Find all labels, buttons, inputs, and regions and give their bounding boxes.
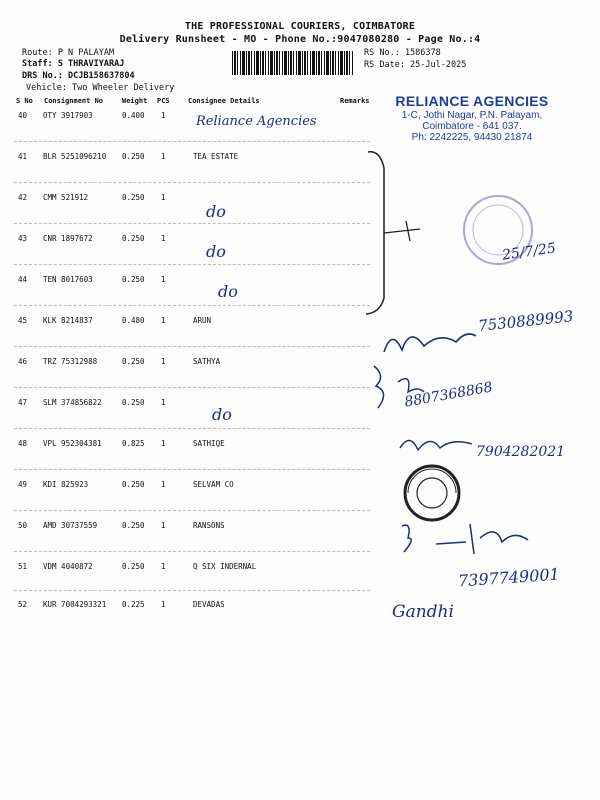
cell-consignment: BLR 5251096210 [43, 152, 107, 161]
row-divider [14, 346, 370, 347]
handwritten-consignee-40: Reliance Agencies [196, 114, 317, 129]
row-divider [14, 264, 370, 265]
cell-consignment: KLK 8214837 [43, 316, 93, 325]
cell-consignee: TEA ESTATE [193, 152, 239, 161]
table-row [0, 275, 600, 316]
cell-weight: 0.250 [122, 521, 145, 530]
cell-consignment: VDM 4040872 [43, 562, 93, 571]
selvam-seal-icon [402, 463, 462, 523]
cell-sno: 52 [18, 600, 28, 609]
table-row [0, 480, 600, 521]
cell-pcs: 1 [161, 521, 166, 530]
cell-sno: 42 [18, 193, 28, 202]
cell-pcs: 1 [161, 234, 166, 243]
runsheet-subtitle: Delivery Runsheet - MO - Phone No.:9047080280 - Page No.:4 [119, 34, 481, 45]
cell-pcs: 1 [161, 439, 166, 448]
cell-sno: 47 [18, 398, 28, 407]
row-divider [14, 590, 370, 591]
cell-sno: 46 [18, 357, 28, 366]
row-divider [14, 510, 370, 511]
signature-sathiqe [396, 428, 476, 458]
handwritten-ditto-44: do [218, 282, 238, 301]
cell-pcs: 1 [161, 111, 166, 120]
row-divider [14, 141, 370, 142]
stamp-name: RELIANCE AGENCIES [395, 93, 549, 109]
handwritten-ditto-43: do [206, 242, 226, 261]
cell-consignee: ARUN [193, 316, 212, 325]
cell-pcs: 1 [161, 357, 166, 366]
cell-weight: 0.250 [122, 480, 145, 489]
table-row [0, 398, 600, 439]
cell-weight: 0.225 [122, 600, 145, 609]
cell-pcs: 1 [161, 480, 166, 489]
cell-weight: 0.480 [122, 316, 145, 325]
row-divider [14, 223, 370, 224]
cell-pcs: 1 [161, 600, 166, 609]
cell-consignment: KDI 825923 [43, 480, 89, 489]
cell-sno: 48 [18, 439, 28, 448]
cell-sno: 50 [18, 521, 28, 530]
cell-consignment: KUR 7004293321 [43, 600, 107, 609]
cell-pcs: 1 [161, 562, 166, 571]
stamp-line3: Ph: 2242225, 94430 21874 [411, 132, 533, 143]
cell-consignee: DEVADAS [193, 600, 225, 609]
col-weight: Weight [122, 97, 148, 105]
cell-pcs: 1 [161, 316, 166, 325]
cell-weight: 0.250 [122, 562, 145, 571]
handwritten-phone-48: 7904282021 [476, 444, 566, 460]
row-divider [14, 387, 370, 388]
cell-sno: 44 [18, 275, 28, 284]
row-divider [14, 551, 370, 552]
cell-consignee: SATHIQE [193, 439, 225, 448]
handwritten-ditto-42: do [206, 202, 226, 221]
row-divider [14, 305, 370, 306]
col-remarks: Remarks [340, 97, 370, 105]
cell-pcs: 1 [161, 193, 166, 202]
cell-consignment: OTY 3917903 [43, 111, 93, 120]
cell-weight: 0.250 [122, 275, 145, 284]
drs-number: DRS No.: DCJB158637804 [22, 71, 135, 81]
handwritten-name-52: Gandhi [392, 602, 454, 622]
table-row [0, 600, 600, 641]
cell-consignment: VPL 952304381 [43, 439, 102, 448]
rs-number: RS No.: 1586378 [364, 48, 441, 58]
barcode [232, 51, 354, 75]
staff: Staff: S THRAVIYARAJ [22, 59, 125, 69]
cell-consignment: CMM 521912 [43, 193, 89, 202]
cell-sno: 43 [18, 234, 28, 243]
cell-pcs: 1 [161, 398, 166, 407]
table-row [0, 357, 600, 398]
stamp-line1: 1-C, Jothi Nagar, P.N. Palayam, [401, 110, 543, 121]
cell-weight: 0.250 [122, 357, 145, 366]
col-consignment: Consignment No [44, 97, 104, 105]
cell-sno: 41 [18, 152, 28, 161]
cell-consignment: AMD 30737559 [43, 521, 98, 530]
vehicle: Vehicle: Two Wheeler Delivery [26, 83, 175, 93]
signature-mark [380, 215, 430, 245]
cell-sno: 49 [18, 480, 28, 489]
signature-arun [380, 322, 480, 362]
cell-pcs: 1 [161, 152, 166, 161]
row-divider [14, 469, 370, 470]
cell-consignee: Q SIX INDERNAL [193, 562, 257, 571]
handwritten-phone-51: 7397749001 [457, 564, 561, 591]
signature-sathya [368, 362, 428, 412]
route: Route: P N PALAYAM [22, 48, 115, 58]
cell-consignment: SLM 374856822 [43, 398, 102, 407]
cell-weight: 0.250 [122, 193, 145, 202]
cell-weight: 0.250 [122, 398, 145, 407]
cell-consignment: TEN 8017603 [43, 275, 93, 284]
col-sno: S No [16, 97, 33, 105]
signature-ransons [396, 518, 536, 562]
col-pcs: PCS [157, 97, 170, 105]
cell-weight: 0.250 [122, 234, 145, 243]
handwritten-phone-45: 7530889993 [477, 307, 575, 335]
cell-weight: 0.400 [122, 111, 145, 120]
table-row [0, 152, 600, 193]
col-consignee: Consignee Details [188, 97, 260, 105]
cell-weight: 0.825 [122, 439, 145, 448]
cell-sno: 40 [18, 111, 28, 120]
handwritten-date: 25/7/25 [501, 240, 557, 264]
stamp-line2: Coimbatore - 641 037. [422, 121, 522, 132]
cell-pcs: 1 [161, 275, 166, 284]
cell-consignment: CNR 1897672 [43, 234, 93, 243]
company-title: THE PROFESSIONAL COURIERS, COIMBATORE [184, 21, 416, 32]
cell-sno: 45 [18, 316, 28, 325]
handwritten-phone-46: 8807368868 [403, 379, 494, 411]
cell-consignee: SATHYA [193, 357, 221, 366]
cell-sno: 51 [18, 562, 28, 571]
company-stamp [372, 93, 572, 143]
cell-consignment: TRZ 75312988 [43, 357, 98, 366]
cell-consignee: RANSONS [193, 521, 225, 530]
cell-consignee: SELVAM CO [193, 480, 234, 489]
cell-weight: 0.250 [122, 152, 145, 161]
row-divider [14, 428, 370, 429]
row-divider [14, 182, 370, 183]
rs-date: RS Date: 25-Jul-2025 [364, 60, 467, 70]
handwritten-ditto-47: do [212, 405, 232, 424]
